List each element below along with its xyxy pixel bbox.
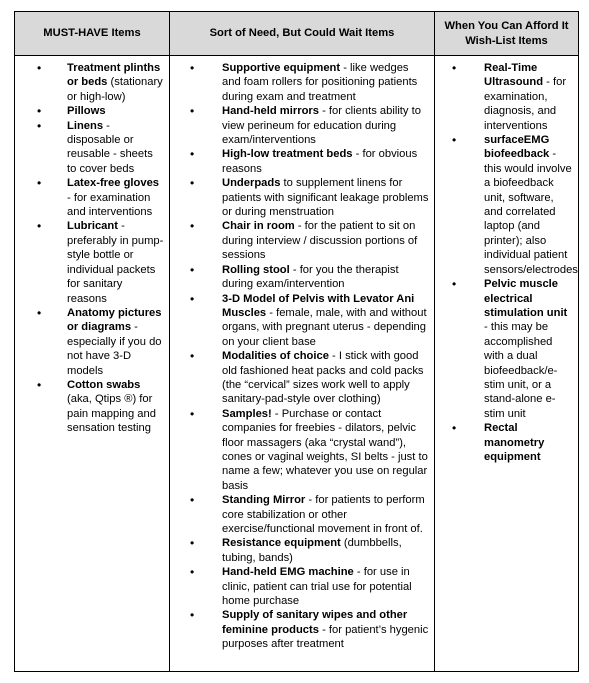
item-description: - preferably in pump-style bottle or individual packets for sanitary reasons bbox=[67, 220, 164, 305]
item-title: Linens bbox=[67, 119, 104, 132]
list-item bbox=[174, 176, 430, 219]
item-title: Resistance equipment bbox=[222, 537, 341, 550]
content-row bbox=[15, 56, 579, 672]
list-item bbox=[439, 61, 574, 133]
item-description: - for use in clinic, patient can trial use for potential home purchase bbox=[222, 566, 412, 608]
list-item bbox=[174, 61, 430, 104]
list-item bbox=[174, 263, 430, 292]
item-title: Treatment plinths or beds bbox=[67, 62, 161, 89]
wish-list-list bbox=[439, 61, 578, 464]
list-item bbox=[174, 219, 430, 262]
list-item bbox=[19, 306, 165, 378]
list-item bbox=[19, 61, 165, 104]
list-item bbox=[174, 292, 430, 350]
item-title: Rectal manometry equipment bbox=[484, 422, 545, 463]
item-title: Hand-held mirrors bbox=[222, 105, 319, 118]
item-title: Hand-held EMG machine bbox=[222, 566, 354, 579]
list-item bbox=[174, 407, 430, 493]
must-have-list bbox=[19, 61, 165, 436]
item-title: Modalities of choice bbox=[222, 350, 329, 363]
list-item bbox=[439, 133, 578, 277]
header-must-have bbox=[15, 12, 170, 56]
list-item bbox=[174, 493, 430, 536]
item-title: 3-D Model of Pelvis with Levator Ani Muscles bbox=[222, 292, 415, 319]
item-description: - disposable or reusable - sheets to cover beds bbox=[67, 119, 153, 175]
item-title: Chair in room bbox=[222, 220, 295, 233]
item-title: Latex-free gloves bbox=[67, 177, 160, 190]
item-description: - for you the therapist during exam/intervention bbox=[222, 263, 399, 291]
item-description: (stationary or high-low) bbox=[67, 76, 163, 103]
item-description: - for clients ability to view perineum for education during exam/interventions bbox=[222, 105, 421, 147]
item-title: Pillows bbox=[67, 105, 106, 118]
item-title: Pelvic muscle electrical stimulation unit bbox=[484, 278, 568, 319]
item-description: - for examination, diagnosis, and interventions bbox=[484, 76, 567, 132]
item-title: Supportive equipment bbox=[222, 62, 341, 74]
list-item bbox=[174, 565, 430, 608]
header-wish-list-label: When You Can Afford It Wish-List Items bbox=[444, 19, 569, 47]
item-description: - this would involve a biofeedback unit, software, and correlated laptop (and printer); also individual patient sensors/electrodes bbox=[484, 148, 578, 276]
item-description: - I stick with good old fashioned heat packs and cold packs (the “cervical” sizes work well to apply sanitary-pad-style over clothing) bbox=[222, 350, 424, 406]
item-description: - like wedges and foam rollers for positioning patients during exam and treatment bbox=[222, 62, 418, 103]
item-description: - female, male, with and without organs, with pregnant uterus - depending on your client base bbox=[222, 306, 427, 348]
list-item bbox=[19, 219, 165, 305]
list-item bbox=[174, 349, 430, 407]
item-title: Underpads bbox=[222, 177, 281, 190]
item-description: (aka, Qtips ®) for pain mapping and sensation testing bbox=[67, 393, 156, 435]
list-item bbox=[174, 147, 430, 176]
list-item bbox=[19, 119, 165, 177]
item-description: - this may be accomplished with a dual biofeedback/e-stim unit, or a stand-alone e-stim unit bbox=[484, 321, 558, 420]
wish-list-cell bbox=[435, 56, 579, 672]
list-item bbox=[439, 277, 574, 421]
item-description: - for patient’s hygenic purposes after treatment bbox=[222, 623, 429, 651]
item-title: Cotton swabs bbox=[67, 378, 141, 391]
item-description: - for patients to perform core stabilization or other exercise/functional movement in front of. bbox=[222, 494, 425, 535]
item-title: Real-Time Ultrasound bbox=[484, 62, 544, 89]
item-title: surfaceEMG biofeedback bbox=[484, 134, 550, 161]
item-title: High-low treatment beds bbox=[222, 148, 353, 161]
item-title: Samples! bbox=[222, 407, 272, 420]
header-must-have-label: MUST-HAVE Items bbox=[43, 27, 141, 39]
header-could-wait-label: Sort of Need, But Could Wait Items bbox=[209, 27, 395, 39]
list-item bbox=[174, 536, 430, 565]
list-item bbox=[439, 421, 574, 464]
item-title: Supply of sanitary wipes and other feminine products bbox=[222, 609, 408, 636]
must-have-cell bbox=[15, 56, 170, 672]
list-item bbox=[19, 378, 165, 436]
header-wish-list bbox=[435, 12, 579, 56]
item-title: Anatomy pictures or diagrams bbox=[67, 306, 162, 334]
item-title: Lubricant bbox=[67, 220, 118, 233]
item-description: - Purchase or contact companies for freebies - dilators, pelvic floor massagers (aka “crystal wand”), cones or vaginal weights, SI belts - just to name a few; whatever you use on regular basis bbox=[222, 407, 428, 492]
item-description: - for obvious reasons bbox=[222, 148, 418, 175]
item-description: - for the patient to sit on during interview / discussion portions of sessions bbox=[222, 220, 418, 262]
could-wait-list bbox=[174, 61, 430, 652]
list-item bbox=[19, 104, 165, 118]
item-description: - especially if you do not have 3-D models bbox=[67, 321, 162, 377]
list-item bbox=[174, 608, 430, 651]
could-wait-cell bbox=[170, 56, 435, 672]
list-item bbox=[174, 104, 430, 147]
header-row bbox=[15, 12, 579, 56]
item-description: (dumbbells, tubing, bands) bbox=[222, 537, 402, 564]
equipment-table bbox=[14, 11, 579, 672]
item-description: - for examination and interventions bbox=[67, 191, 153, 219]
item-description: to supplement linens for patients with significant leakage problems or during menstruation bbox=[222, 177, 429, 219]
item-title: Rolling stool bbox=[222, 263, 290, 276]
item-title: Standing Mirror bbox=[222, 494, 306, 507]
header-could-wait bbox=[170, 12, 435, 56]
list-item bbox=[19, 176, 165, 219]
